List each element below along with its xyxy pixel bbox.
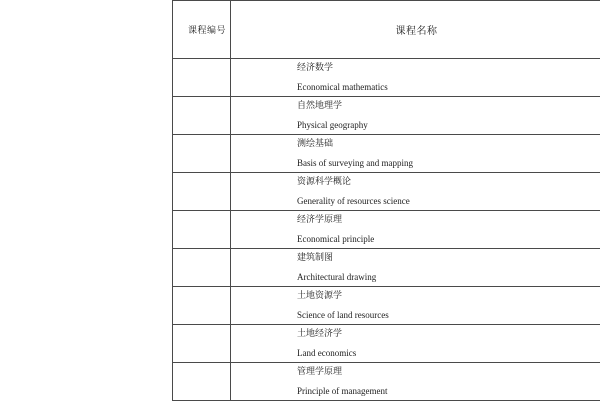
course-name-cell [231, 363, 600, 401]
course-name-chinese: 土地资源学 [297, 287, 600, 302]
course-name-chinese: 经济学原理 [297, 211, 600, 226]
course-name-chinese: 管理学原理 [297, 363, 600, 378]
course-name-english: Architectural drawing [297, 264, 600, 283]
course-name-chinese: 测绘基础 [297, 135, 600, 150]
course-name-english: Principle of management [297, 378, 600, 397]
course-code-cell [173, 325, 231, 363]
course-code-cell [173, 135, 231, 173]
course-name-cell [231, 287, 600, 325]
table-row [173, 59, 600, 97]
course-name-cell [231, 249, 600, 287]
course-code-header: 课程编号 [173, 1, 231, 59]
course-name-cell [231, 211, 600, 249]
course-name-chinese: 土地经济学 [297, 325, 600, 340]
table-row [173, 211, 600, 249]
course-name-english: Basis of surveying and mapping [297, 150, 600, 169]
table-row [173, 363, 600, 401]
course-name-english: Physical geography [297, 112, 600, 131]
table-row [173, 97, 600, 135]
course-name-cell [231, 325, 600, 363]
course-code-cell [173, 363, 231, 401]
course-name-cell [231, 173, 600, 211]
table-row [173, 287, 600, 325]
course-code-cell [173, 97, 231, 135]
course-code-cell [173, 249, 231, 287]
course-name-chinese: 自然地理学 [297, 97, 600, 112]
course-name-chinese: 经济数学 [297, 59, 600, 74]
table-row [173, 173, 600, 211]
course-code-cell [173, 287, 231, 325]
course-name-cell [231, 97, 600, 135]
course-name-cell [231, 59, 600, 97]
course-name-english: Land economics [297, 340, 600, 359]
table-row [173, 249, 600, 287]
course-name-cell [231, 135, 600, 173]
table-row [173, 135, 600, 173]
course-name-english: Science of land resources [297, 302, 600, 321]
course-name-english: Economical mathematics [297, 74, 600, 93]
course-code-cell [173, 59, 231, 97]
table-header-row [173, 1, 600, 59]
course-name-chinese: 资源科学概论 [297, 173, 600, 188]
course-code-cell [173, 211, 231, 249]
course-code-cell [173, 173, 231, 211]
course-name-english: Generality of resources science [297, 188, 600, 207]
course-table [172, 0, 600, 401]
table-row [173, 325, 600, 363]
course-name-header: 课程名称 [231, 1, 600, 59]
course-name-chinese: 建筑制图 [297, 249, 600, 264]
course-name-english: Economical principle [297, 226, 600, 245]
